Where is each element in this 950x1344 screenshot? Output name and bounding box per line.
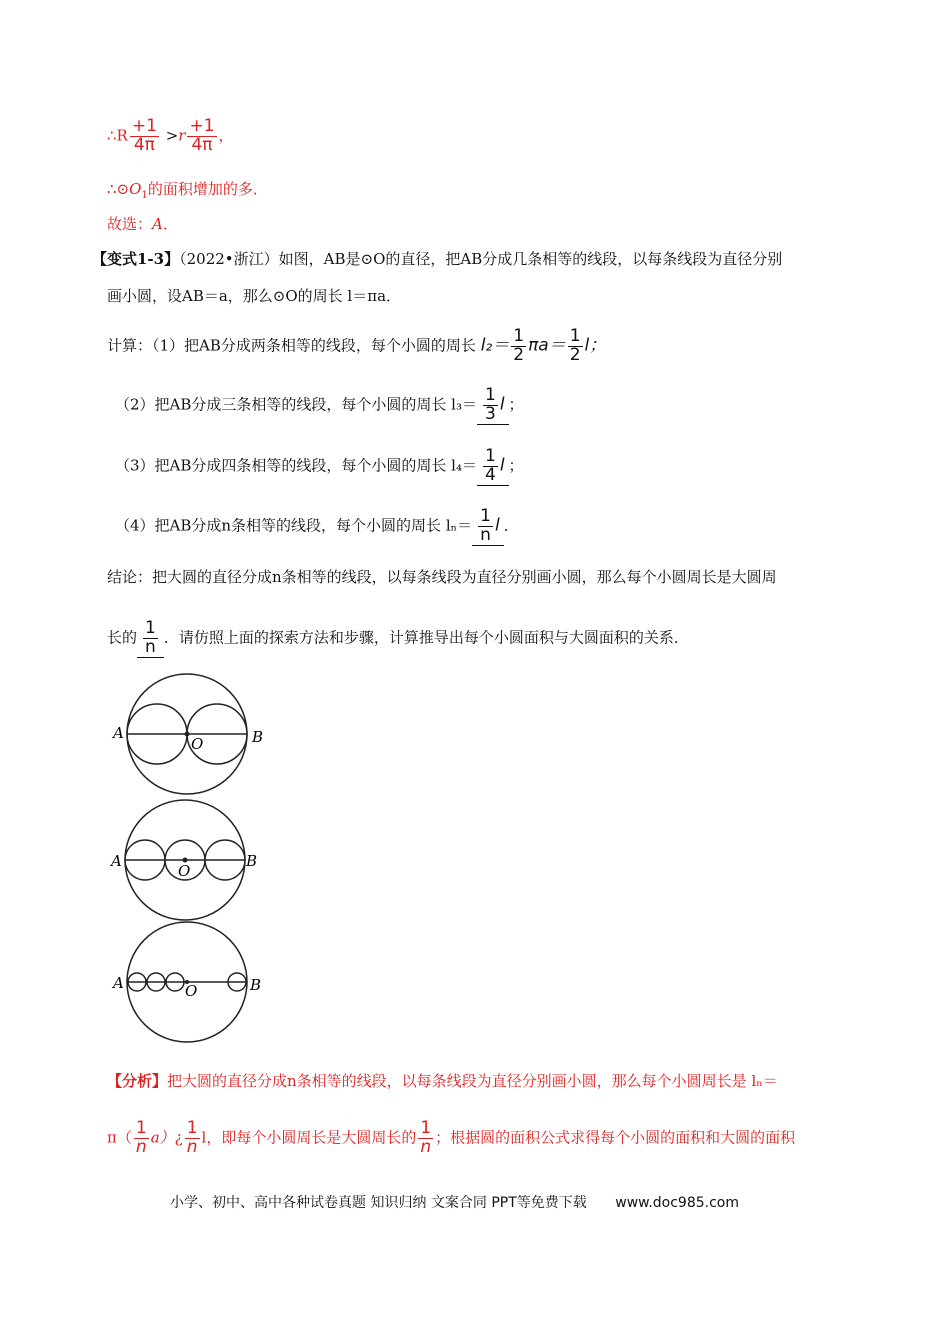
figure-n-circles [111,922,261,1042]
problem-header: 【变式1-3】（2022•浙江）如图，AB是⊙O的直径，把AB分成几条相等的线段，以每条线段为直径分别 [92,250,783,268]
label-b: B [250,976,262,994]
fraction: $\frac{+1}{4\pi}$ [189,116,215,155]
circle-figures [105,672,275,1044]
figure-two-circles [111,674,263,794]
answer-blank: $\frac{1}{n}$ [137,620,164,658]
answer-blank: $\frac{1}{n}$ l [472,508,504,546]
label-a: A [111,852,122,870]
answer-blank: $\frac{1}{4}$ l [477,448,509,486]
label-b: B [252,728,264,746]
conclusion-area-line: $\therefore⊙O_1$的面积增加的多． [107,180,268,201]
analysis-line-1: 【分析】把大圆的直径分成n条相等的线段，以每条线段为直径分别画小圆，那么每个小圆周长是 lₙ＝ [107,1072,778,1090]
label-o: O [185,982,198,1000]
figure-three-circles [109,800,257,920]
problem-statement-2: 画小圆，设AB＝a，那么⊙O的周长 l＝πa． [107,287,402,305]
label-a: A [113,724,124,742]
label-o: O [191,735,204,753]
fraction: $\frac{1}{n}$ [186,1118,198,1157]
conclusion-line-1: 结论：把大圆的直径分成n条相等的线段，以每条线段为直径分别画小圆，那么每个小圆周长是大圆周 [107,568,777,586]
inequality-line: ∴R $\frac{+1}{4\pi}$ >r $\frac{+1}{4\pi}$ ， [107,116,234,155]
label-b: B [246,852,258,870]
fraction: $\frac{1}{2}$ [513,326,525,365]
fraction: $\frac{1}{n}$ [420,1118,432,1157]
label-a: A [113,974,124,992]
footer-site-link[interactable]: www.doc985.com [615,1195,739,1211]
analysis-line-2: π（ $\frac{1}{n}$ a）¿ $\frac{1}{n}$ l，即每个小圆周长是大圆周长的 $\frac{1}{n}$ ；根据圆的面积公式求得每个小圆的面积和大圆的面积 [107,1118,796,1157]
fraction: $\frac{1}{2}$ [569,326,581,365]
answer-choice: 故选：A． [107,215,178,233]
label-o: O [178,862,191,880]
calc-line-1: 计算：（1）把AB分成两条相等的线段，每个小圆的周长 l₂＝ $\frac{1}{2}$ πa＝ $\frac{1}{2}$ l； [107,326,607,365]
question-2: （2）把AB分成三条相等的线段，每个小圆的周长 l₃＝ $\frac{1}{3}$ l ； [115,385,524,424]
fraction: $\frac{1}{n}$ [135,1118,147,1157]
answer-blank: $\frac{1}{3}$ l [477,387,509,425]
fraction: $\frac{+1}{4\pi}$ [131,116,157,155]
question-3: （3）把AB分成四条相等的线段，每个小圆的周长 l₄＝ $\frac{1}{4}$ l ； [115,446,524,485]
question-4: （4）把AB分成n条相等的线段，每个小圆的周长 lₙ＝ $\frac{1}{n}$ l ． [115,506,519,545]
page-footer: 小学、初中、高中各种试卷真题 知识归纳 文案合同 PPT等免费下载 www.doc985.com [170,1195,739,1211]
conclusion-line-2: 长的 $\frac{1}{n}$ ．请仿照上面的探索方法和步骤，计算推导出每个小圆面积与大圆面积的关系． [107,618,689,657]
center-point [185,732,190,737]
